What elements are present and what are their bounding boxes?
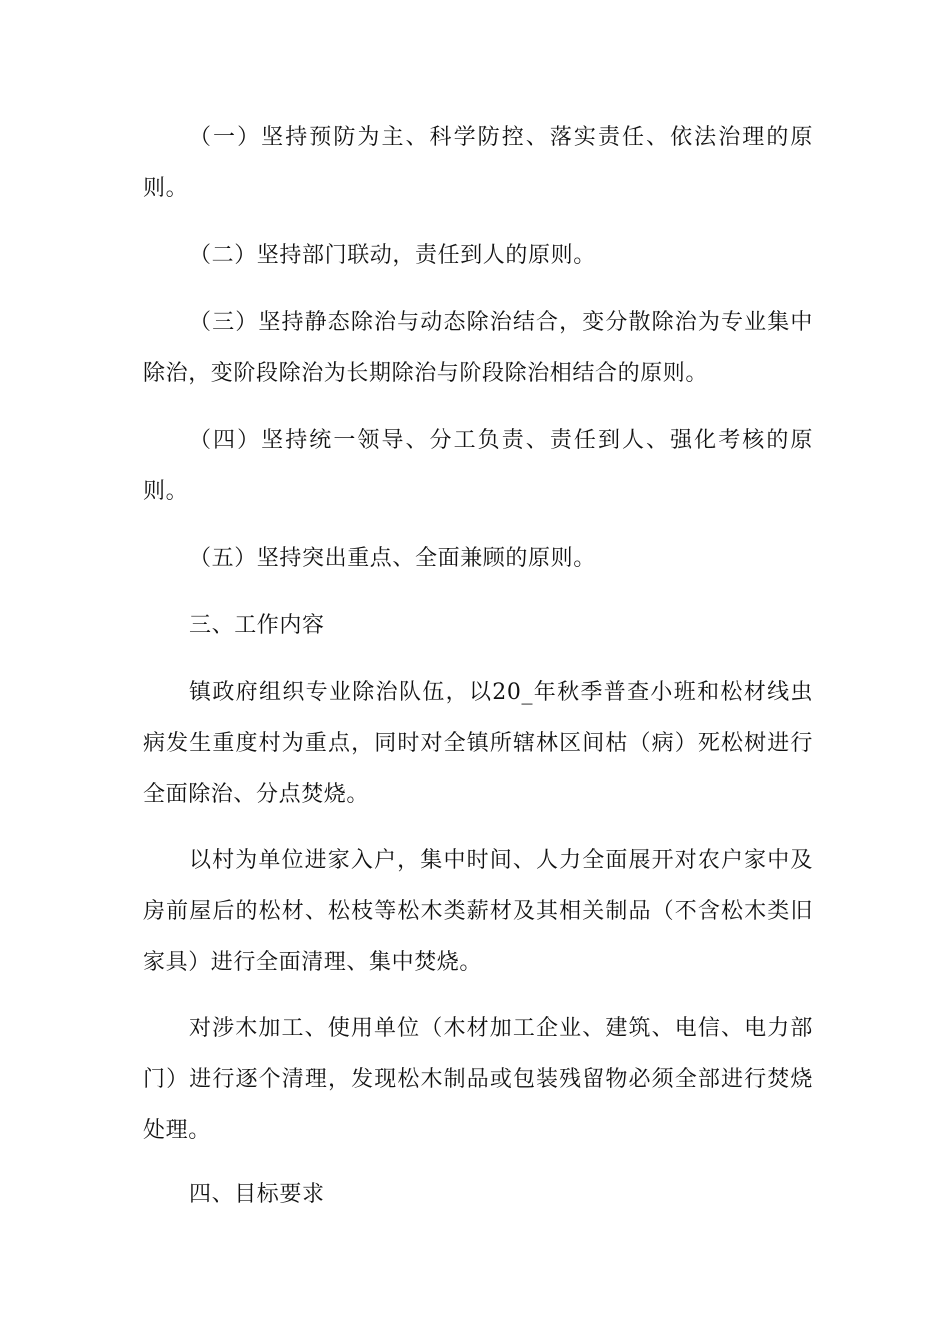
principle-paragraph-1: （一）坚持预防为主、科学防控、落实责任、依法治理的原则。	[143, 125, 813, 201]
principle-paragraph-2: （二）坚持部门联动，责任到人的原则。	[189, 243, 596, 268]
principle-paragraph-5: （五）坚持突出重点、全面兼顾的原则。	[189, 546, 596, 571]
work-content-paragraph-1: 镇政府组织专业除治队伍，以20_年秋季普查小班和松材线虫病发生重度村为重点，同时对全镇所辖林区间枯（病）死松树进行全面除治、分点焚烧。	[143, 680, 813, 807]
principle-paragraph-3: （三）坚持静态除治与动态除治结合，变分散除治为专业集中除治，变阶段除治为长期除治与阶段除治相结合的原则。	[143, 310, 813, 386]
section-heading-goals: 四、目标要求	[189, 1182, 325, 1207]
work-content-paragraph-2: 以村为单位进家入户，集中时间、人力全面展开对农户家中及房前屋后的松材、松枝等松木类薪材及其相关制品（不含松木类旧家具）进行全面清理、集中焚烧。	[143, 848, 813, 975]
principle-paragraph-4: （四）坚持统一领导、分工负责、责任到人、强化考核的原则。	[143, 428, 813, 504]
section-heading-work-content: 三、工作内容	[189, 613, 325, 638]
work-content-paragraph-3: 对涉木加工、使用单位（木材加工企业、建筑、电信、电力部门）进行逐个清理，发现松木制品或包装残留物必须全部进行焚烧处理。	[143, 1016, 813, 1143]
